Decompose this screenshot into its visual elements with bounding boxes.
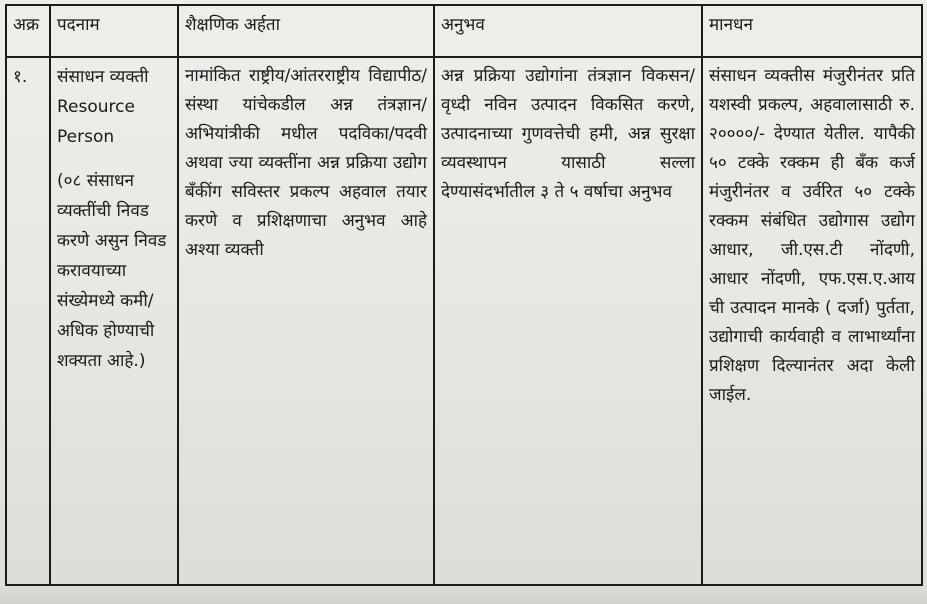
header-serial: अक्र — [6, 5, 50, 57]
header-honorarium: मानधन — [702, 5, 922, 57]
table-row — [6, 57, 922, 585]
serial-number: १. — [13, 67, 28, 87]
post-title: संसाधन व्यक्ती Resource Person — [57, 67, 149, 147]
cell-serial — [6, 57, 50, 585]
qualification-text: नामांकित राष्ट्रीय/आंतरराष्ट्रीय विद्यापीठ/संस्था यांचेकडील अन्न तंत्रज्ञान/अभियांत्रीकी मधील पदविका/पदवी अथवा ज्या व्यक्तींना अन्न प्रक्रिया उद्योग बँकींग सविस्तर प्रकल्प अहवाल तयार करणे व प्रशिक्षणाचा अनुभव आहे अश्या व्यक्ती — [185, 66, 427, 260]
page-shadow — [0, 586, 927, 604]
table-header — [6, 5, 922, 57]
table-body — [6, 57, 922, 585]
experience-text: अन्न प्रक्रिया उद्योगांना तंत्रज्ञान विकसन/वृध्दी नविन उत्पादन विकसित करणे, उत्पादनाच्या गुणवत्तेची हमी, अन्न सुरक्षा व्यवस्थापन यासाठी सल्ला देण्यासंदर्भातील ३ ते ५ वर्षाचा अनुभव — [441, 66, 695, 202]
header-qualification: शैक्षणिक अर्हता — [178, 5, 434, 57]
cell-qualification — [178, 57, 434, 585]
header-experience: अनुभव — [434, 5, 702, 57]
resource-person-table — [5, 4, 923, 586]
cell-post — [50, 57, 178, 585]
header-row — [6, 5, 922, 57]
header-post: पदनाम — [50, 5, 178, 57]
cell-honorarium — [702, 57, 922, 585]
cell-experience — [434, 57, 702, 585]
post-note: (०८ संसाधन व्यक्तींची निवड करणे असुन निवड करावयाच्या संख्येमध्ये कमी/अधिक होण्याची शक्यता आहे.) — [57, 171, 167, 371]
honorarium-text: संसाधन व्यक्तीस मंजुरीनंतर प्रति यशस्वी प्रकल्प, अहवालासाठी रु. २००००/- देण्यात येतील. यापैकी ५० टक्के रक्कम ही बँक कर्ज मंजुरीनंतर व उर्वरित ५० टक्के रक्कम संबंधित उद्योगास उद्योग आधार, जी.एस.टी नोंदणी, आधार नोंदणी, एफ.एस.ए.आय ची उत्पादन मानके ( दर्जा) पुर्तता, उद्योगाची कार्यवाही व लाभार्थ्यांना प्रशिक्षण दिल्यानंतर अदा केली जाईल. — [709, 66, 915, 405]
